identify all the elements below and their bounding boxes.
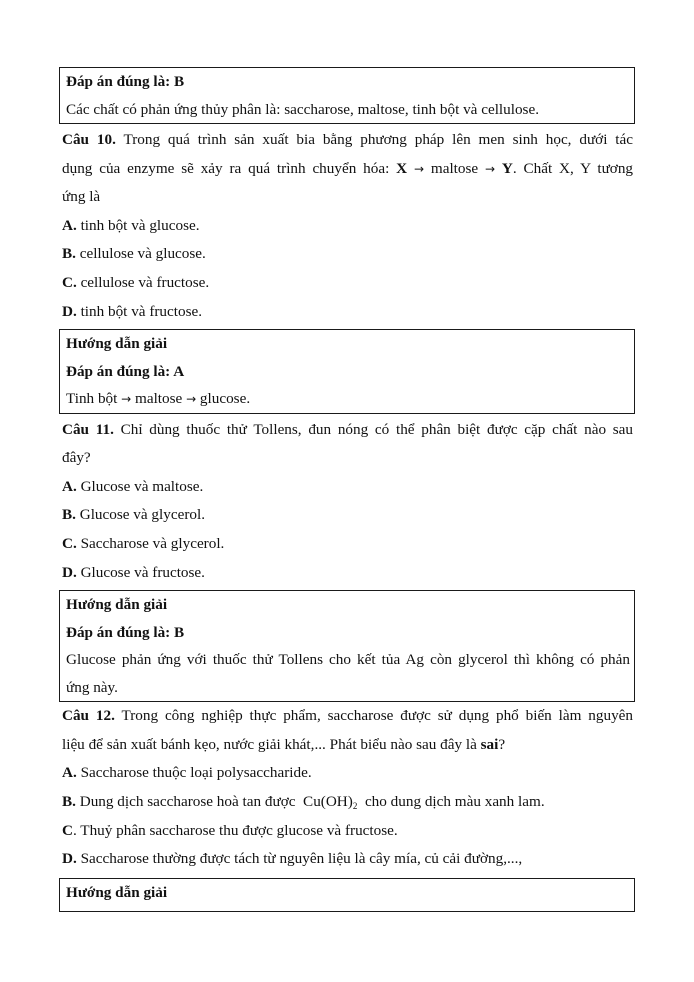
solution-title: Hướng dẫn giải — [66, 883, 168, 901]
arrow-icon: → — [413, 161, 425, 176]
document-page — [59, 67, 635, 912]
question-number: Câu 11. — [62, 420, 114, 438]
question-12 — [59, 702, 635, 874]
explanation: Các chất có phản ứng thủy phân là: saccharose, maltose, tinh bột và cellulose. — [66, 100, 539, 118]
option-d[interactable]: D. Glucose và fructose. — [62, 563, 205, 581]
solution-title: Hướng dẫn giải — [66, 335, 168, 353]
explanation: Tinh bột → maltose → glucose. — [66, 390, 251, 408]
question-text-line: liệu để sản xuất bánh kẹo, nước giải khát,... Phát biểu nào sau đây là sai? — [62, 735, 506, 753]
option-d[interactable]: D. tinh bột và fructose. — [62, 302, 203, 320]
explanation: Glucose phản ứng với thuốc thử Tollens cho kết tủa Ag còn glycerol thì không có phản — [66, 651, 630, 669]
answer-label: Đáp án đúng là: A — [66, 362, 185, 380]
option-a[interactable]: A. tinh bột và glucose. — [62, 216, 200, 234]
question-text-line: Câu 11. Chỉ dùng thuốc thử Tollens, đun nóng có thể phân biệt được cặp chất nào sau — [62, 420, 634, 438]
solution-box-q9 — [59, 67, 635, 124]
option-c[interactable]: C. Thuỷ phân saccharose thu được glucose và fructose. — [62, 821, 398, 839]
option-a[interactable]: A. Glucose và maltose. — [62, 477, 204, 495]
option-b[interactable]: B. Glucose và glycerol. — [62, 506, 205, 524]
answer-label: Đáp án đúng là: B — [66, 623, 185, 641]
question-text-line: Câu 12. Trong công nghiệp thực phẩm, saccharose được sử dụng phổ biến làm nguyên — [62, 707, 634, 725]
question-11 — [59, 416, 635, 588]
question-text-line: Câu 10. Trong quá trình sản xuất bia bằng phương pháp lên men sinh học, dưới tác — [62, 131, 633, 148]
question-text-line: đây? — [62, 449, 91, 467]
option-d[interactable]: D. Saccharose thường được tách từ nguyên liệu là cây mía, củ cải đường,..., — [62, 850, 523, 868]
question-10 — [59, 126, 635, 326]
solution-box-q12 — [59, 878, 635, 912]
arrow-icon: → — [186, 392, 197, 407]
option-b[interactable]: B. cellulose và glucose. — [62, 245, 206, 263]
arrow-icon: → — [484, 161, 496, 176]
solution-title: Hướng dẫn giải — [66, 596, 168, 614]
explanation: ứng này. — [66, 678, 118, 696]
solution-box-q11 — [59, 590, 635, 702]
option-a[interactable]: A. Saccharose thuộc loại polysaccharide. — [62, 764, 312, 782]
question-text-line: ứng là — [62, 188, 101, 206]
answer-label: Đáp án đúng là: B — [66, 73, 185, 90]
question-text-line: dụng của enzyme sẽ xảy ra quá trình chuyển hóa: X → maltose → Y. Chất X, Y tương — [62, 159, 634, 177]
solution-box-q10 — [59, 329, 635, 414]
question-number: Câu 10. — [62, 131, 116, 148]
option-b[interactable]: B. Dung dịch saccharose hoà tan được $Cu(OH)_2$ cho dung dịch màu xanh lam. — [62, 793, 545, 811]
arrow-icon: → — [121, 392, 132, 407]
question-number: Câu 12. — [62, 707, 115, 725]
option-c[interactable]: C. cellulose và fructose. — [62, 273, 210, 291]
option-c[interactable]: C. Saccharose và glycerol. — [62, 535, 225, 553]
